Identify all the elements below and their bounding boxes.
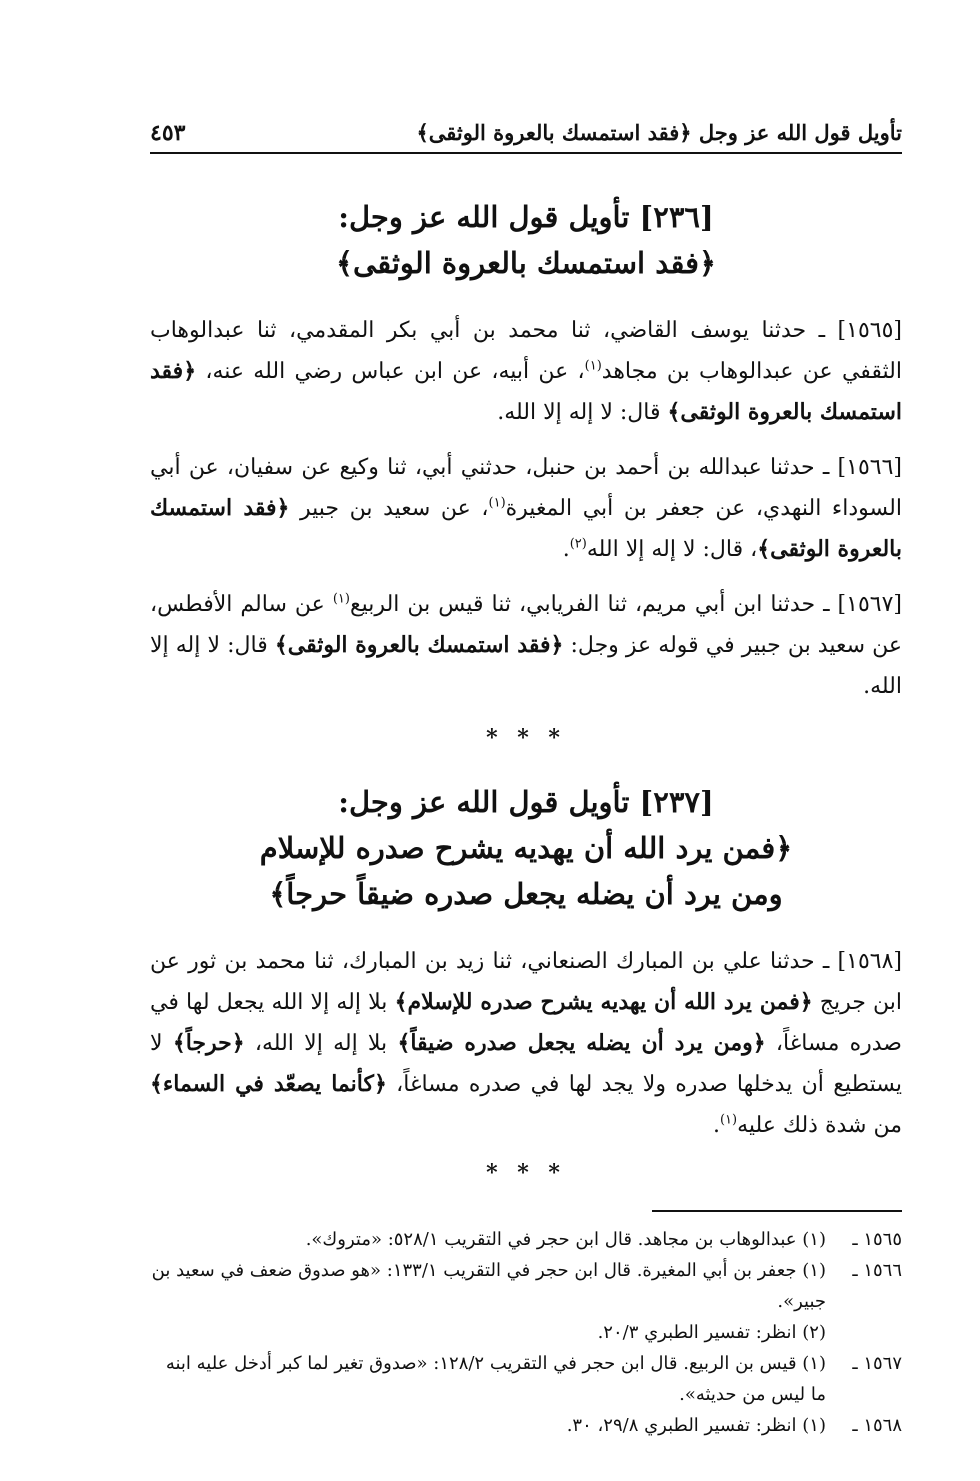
paragraph-text: قال: لا إله إلا الله. — [497, 400, 668, 425]
section-heading-line: [٢٣٦] تأويل قول الله عز وجل: — [338, 200, 714, 234]
section-heading-line: [٢٣٧] تأويل قول الله عز وجل: — [338, 785, 714, 819]
footnote-text: (٢) انظر: تفسير الطبري ٢٠/٣. — [597, 1322, 826, 1343]
book-page — [150, 120, 902, 1441]
section-heading-verse: ﴿فقد استمسك بالعروة الوثقى﴾ — [336, 246, 716, 280]
footnote-marker: (١) — [584, 358, 602, 374]
footnote-marker: (١) — [719, 1112, 738, 1128]
paragraph-text: [١٥٦٦] ـ حدثنا عبدالله بن أحمد بن حنبل، حدثني أبي، ثنا وكيع عن سفيان، عن أبي السوداء النهدي، عن جعفر بن أبي المغيرة — [150, 455, 902, 521]
hadith-1568 — [150, 941, 902, 1146]
footnote-1567 — [150, 1348, 902, 1410]
section-heading-verse-2: ومن يرد أن يضله يجعل صدره ضيقاً حرجاً﴾ — [269, 877, 783, 911]
quran-quote: ﴿فقد استمسك بالعروة الوثقى﴾ — [274, 632, 564, 658]
footnote-number: ١٥٦٦ ـ — [852, 1260, 902, 1281]
paragraph-text: ، عن سعيد بن جبير — [289, 496, 489, 521]
footnote-number: ١٥٦٥ ـ — [852, 1229, 902, 1250]
paragraph-text: ، قال: لا إله إلا الله — [586, 537, 758, 562]
paragraph-text: [١٥٦٧] ـ حدثنا ابن أبي مريم، ثنا الفريابي، ثنا قيس بن الربيع — [349, 592, 902, 617]
paragraph-text: [١٥٦٨] ـ حدثنا علي بن المبارك الصنعاني، ثنا زيد بن المبارك، ثنا محمد بن ثور عن ابن جريج — [150, 949, 903, 1015]
quran-quote: ﴿فمن يرد الله أن يهديه يشرح صدره للإسلام﴾ — [394, 989, 813, 1015]
footnote-text: (١) جعفر بن أبي المغيرة. قال ابن حجر في التقريب ١٣٣/١: «هو صدوق ضعف في سعيد بن جبير». — [151, 1260, 826, 1312]
section-separator: * * * — [486, 1160, 566, 1186]
quran-quote: ﴿ومن يرد أن يضله يجعل صدره ضيقاً﴾ — [397, 1030, 766, 1056]
paragraph-text: . — [562, 537, 570, 562]
hadith-1567 — [150, 584, 902, 707]
footnote-number: ١٥٦٨ ـ — [852, 1415, 902, 1436]
footnote-marker: (١) — [332, 591, 350, 607]
footnote-marker: (٢) — [569, 536, 587, 552]
paragraph-text: ، عن أبيه، عن ابن عباس رضي الله عنه، — [196, 359, 585, 384]
footnote-text: (١) انظر: تفسير الطبري ٢٩/٨، ٣٠. — [566, 1415, 826, 1436]
running-header — [150, 120, 902, 154]
hadith-1566 — [150, 447, 902, 570]
section-heading-236 — [150, 194, 902, 286]
section-separator: * * * — [486, 725, 566, 751]
footnote-number: ١٥٦٧ ـ — [852, 1353, 902, 1374]
section-heading-237 — [150, 779, 902, 917]
page-number: ٤٥٣ — [150, 120, 186, 146]
paragraph-text: [١٥٦٥] ـ حدثنا يوسف القاضي، ثنا محمد بن أبي بكر المقدمي، ثنا عبدالوهاب الثقفي عن عبدالوهاب بن مجاهد — [150, 318, 902, 384]
running-title: تأويل قول الله عز وجل ﴿فقد استمسك بالعروة الوثقى﴾ — [416, 120, 902, 145]
paragraph-text: لا يستطيع أن يدخلها صدره ولا يجد لها في صدره مساغاً، — [150, 1031, 902, 1097]
quran-quote: ﴿كأنما يصعّد في السماء﴾ — [150, 1071, 387, 1097]
paragraph-text: قال: لا إله إلا الله. — [150, 633, 902, 699]
section-heading-verse: ﴿فمن يرد الله أن يهديه يشرح صدره للإسلام — [259, 831, 793, 865]
footnote-1565 — [150, 1224, 902, 1255]
paragraph-text: من شدة ذلك عليه — [737, 1113, 902, 1138]
paragraph-text: . — [712, 1113, 720, 1138]
quran-quote: ﴿فقد استمسك بالعروة الوثقى﴾ — [150, 358, 902, 425]
quran-quote: ﴿فقد استمسك بالعروة الوثقى﴾ — [150, 495, 902, 562]
paragraph-text: بلا إله إلا الله، — [244, 1031, 398, 1056]
footnotes — [150, 1224, 902, 1441]
footnote-divider — [652, 1210, 902, 1212]
footnote-1568 — [150, 1410, 902, 1441]
paragraph-text: عن سالم الأفطس، عن سعيد بن جبير في قوله عز وجل: — [150, 592, 903, 658]
hadith-1565 — [150, 310, 902, 433]
paragraph-text: بلا إله إلا الله يجعل لها في صدره مساغاً، — [150, 990, 902, 1056]
footnote-1566 — [150, 1255, 902, 1348]
footnote-marker: (١) — [488, 495, 506, 511]
quran-quote: ﴿حرجاً﴾ — [172, 1030, 245, 1056]
footnote-text: (١) قيس بن الربيع. قال ابن حجر في التقريب ١٢٨/٢: «صدوق تغير لما كبر أدخل عليه ابنه ما ليس من حديثه». — [165, 1353, 826, 1405]
footnote-text: (١) عبدالوهاب بن مجاهد. قال ابن حجر في التقريب ٥٢٨/١: «متروك». — [305, 1229, 826, 1250]
